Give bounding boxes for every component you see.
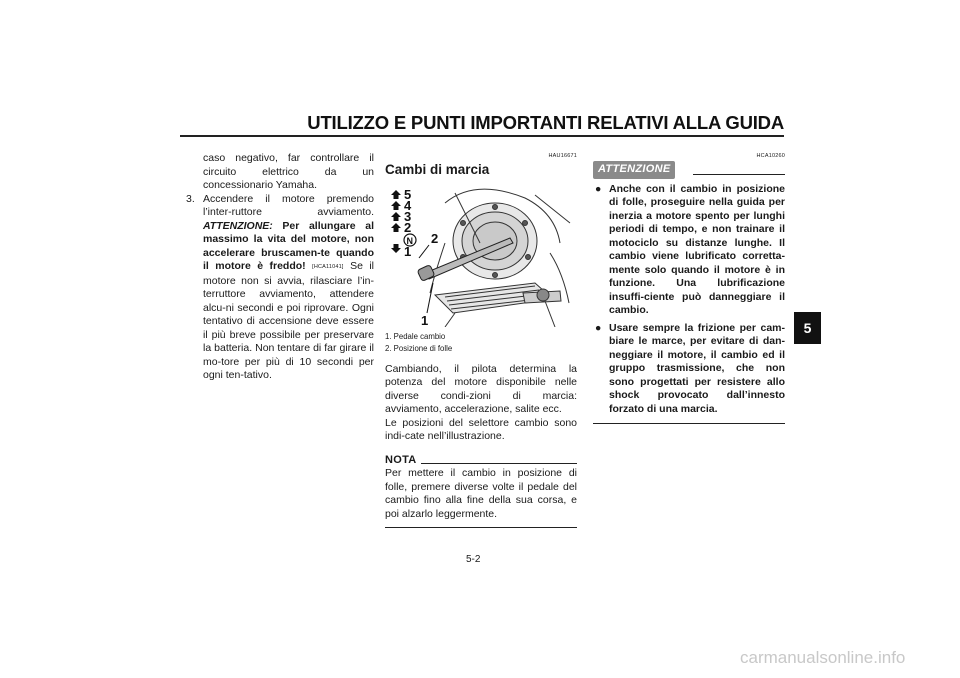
caution-bullet	[593, 183, 785, 318]
intro-text: caso negativo, far controllare il circuito elettrico da un concessionario Yamaha.	[203, 152, 374, 191]
caption-item: 2. Posizione di folle	[385, 343, 453, 353]
gear-shift-illustration	[385, 183, 571, 327]
callout-pedal: 1	[421, 312, 429, 327]
gear-label-1: 1	[404, 243, 412, 259]
body-paragraph-2: Le posizioni del selettore cambio sono indi-cate nell’illustrazione.	[385, 416, 577, 442]
page-header-title: UTILIZZO E PUNTI IMPORTANTI RELATIVI ALLA GUIDA	[307, 112, 784, 133]
note-end-rule	[385, 527, 577, 528]
gear-label-3: 3	[404, 208, 412, 224]
gear-label-5: 5	[404, 186, 412, 202]
chapter-tab: 5	[794, 312, 821, 344]
gear-label-neutral: N	[406, 235, 413, 246]
gear-label-2: 2	[404, 219, 412, 235]
figure-captions	[385, 331, 577, 355]
bullet-text: Usare sempre la frizione per cam-biare le marce, per evitare di dan-neggiare il motore, il cambio ed il gruppo trasmissione, che non sono progettati per resistere allo shock provocato dall’innesto forzato di una marcia.	[609, 321, 785, 415]
caution-bullet	[593, 322, 785, 417]
body-paragraph: Cambiando, il pilota determina la potenza del motore disponibile nelle diverse condi-zioni di marcia: avviamento, accelerazione, salite ecc.	[385, 362, 577, 415]
step-tail: Se il motore non si avvia, rilasciare l’in-terruttore avviamento, attendere alcu-ni secondi e poi riprovare. Ogni tentativo di accensione deve essere il più breve possibile per preservare la batteria. Non tentare di far girare il mo-tore per più di 10 secondi per ogni ten-tativo.	[203, 260, 374, 381]
step-number: 3.	[186, 192, 195, 205]
bullet-text: Anche con il cambio in posizione di folle, proseguire nella guida per inerzia a motore spento per lunghi periodi di tempo, e non trainare il motociclo su distanze lunghe. Il cambio viene lubrificato corretta-mente solo quando il motore è in funzione. Una lubrificazione insuffi-ciente può danneggiare il cambio.	[609, 182, 785, 316]
bullet-dot-icon: ●	[595, 182, 602, 195]
caution-code: [HCA11041]	[312, 264, 344, 270]
section-code: HAU16671	[548, 153, 577, 159]
caption-item: 1. Pedale cambio	[385, 331, 446, 341]
caution-label: ATTENZIONE:	[203, 219, 273, 232]
note-label: NOTA	[385, 453, 417, 466]
step-text: Accendere il motore premendo l’inter-ruttore avviamento.	[203, 192, 374, 218]
note-rule	[421, 463, 577, 464]
section-title: Cambi di marcia	[385, 162, 490, 177]
header-rule	[180, 135, 784, 137]
gear-shift-drawing	[385, 183, 571, 327]
caution-header	[593, 161, 785, 179]
column-1	[186, 152, 374, 383]
callout-neutral: 2	[431, 230, 439, 246]
gear-label-4: 4	[404, 197, 412, 213]
caution-text: Per allungare al massimo la vita del motore, non accelerare bruscamen-te quando il motore è freddo!	[203, 219, 374, 272]
caution-section-code: HCA10260	[756, 153, 785, 159]
column-2	[385, 152, 577, 528]
note-header	[385, 454, 577, 468]
bullet-dot-icon: ●	[595, 321, 602, 334]
page-number: 5-2	[466, 554, 481, 565]
caution-rule	[693, 174, 785, 175]
watermark: carmanualsonline.info	[740, 648, 906, 667]
step-3	[186, 193, 374, 383]
caution-badge: ATTENZIONE	[593, 161, 675, 179]
column-3	[593, 152, 785, 424]
caution-end-rule	[593, 423, 785, 424]
note-text: Per mettere il cambio in posizione di folle, premere diverse volte il pedale del cambio fino alla fine della sua corsa, e poi alzarlo leggermente.	[385, 467, 577, 520]
